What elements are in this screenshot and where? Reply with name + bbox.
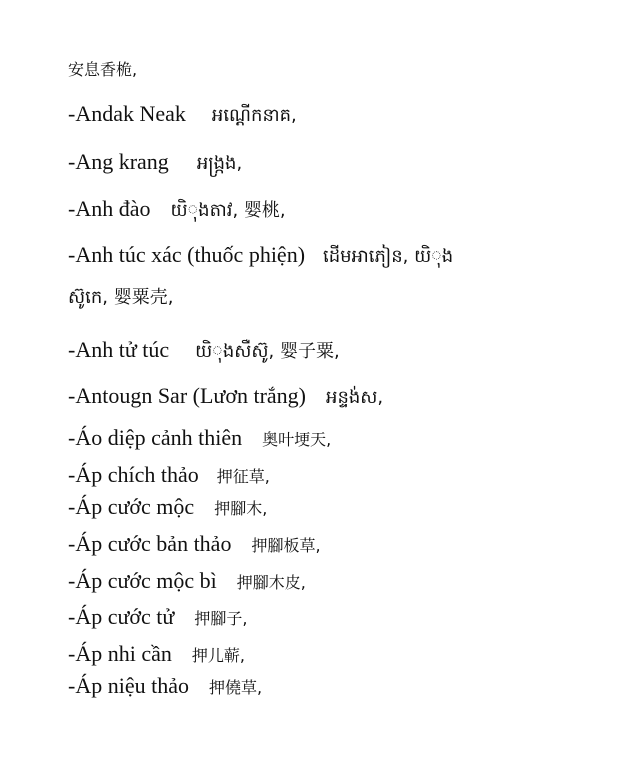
entry-line-11 <box>68 496 267 518</box>
entry-line-14 <box>68 606 247 628</box>
entry-translation: យិុងតាវ, 婴桃, <box>170 200 286 221</box>
entry-translation: អណ្តើកនាគ, <box>211 105 297 126</box>
entry-term: -Áp nhi cần <box>68 641 172 666</box>
entry-line-3 <box>68 151 242 173</box>
entry-translation: 安息香桅, <box>68 60 138 79</box>
entry-line-8 <box>68 385 383 407</box>
entry-translation: ដើមអាភៀន, យិុង <box>323 246 454 267</box>
entry-translation: 押儿蕲, <box>191 646 245 665</box>
entry-line-1 <box>68 62 137 79</box>
entry-translation: អង្រ្កង, <box>196 153 243 174</box>
entry-translation: 押征草, <box>216 467 270 486</box>
entry-term: -Áp cước bản thảo <box>68 531 232 556</box>
entry-line-9 <box>68 427 331 449</box>
entry-term: -Áp cước mộc <box>68 494 195 519</box>
entry-term: -Áp cước tử <box>68 604 175 629</box>
entry-term: -Áp chích thảo <box>68 462 199 487</box>
entry-translation: 押腳板草, <box>251 536 321 555</box>
entry-translation: 押僥草, <box>208 678 263 697</box>
entry-translation: 奥叶埂天, <box>262 430 332 449</box>
entry-line-12 <box>68 533 321 555</box>
entry-line-16 <box>68 675 262 697</box>
entry-line-4 <box>68 198 286 220</box>
entry-translation: 押腳木, <box>214 499 268 518</box>
entry-term: -Antougn Sar (Lươn trắng) <box>68 383 307 408</box>
entry-line-13 <box>68 570 306 592</box>
entry-term: -Áo diệp cảnh thiên <box>68 425 243 450</box>
entry-term: -Ang krang <box>68 149 169 174</box>
entry-line-10 <box>68 464 270 486</box>
entry-term: -Anh đào <box>68 196 151 221</box>
entry-line-15 <box>68 643 245 665</box>
entry-line-5 <box>68 244 453 266</box>
entry-term: -Anh túc xác (thuốc phiện) <box>68 242 306 267</box>
entry-translation: 押腳木皮, <box>236 573 306 592</box>
entry-term: -Áp niệu thảo <box>68 673 189 698</box>
entry-translation: ស៊ូកេ, 婴粟壳, <box>68 287 174 308</box>
entry-term: -Andak Neak <box>68 101 186 126</box>
entry-line-7 <box>68 339 340 361</box>
entry-translation: 押腳子, <box>194 609 248 628</box>
entry-line-2 <box>68 103 297 125</box>
entry-line-6 <box>68 289 173 307</box>
entry-translation: អន្ទង់ស, <box>326 387 384 408</box>
entry-term: -Anh tử túc <box>68 337 170 362</box>
entry-translation: យិុងសឺស៊ូ, 婴子粟, <box>195 341 340 362</box>
entry-term: -Áp cước mộc bì <box>68 568 217 593</box>
